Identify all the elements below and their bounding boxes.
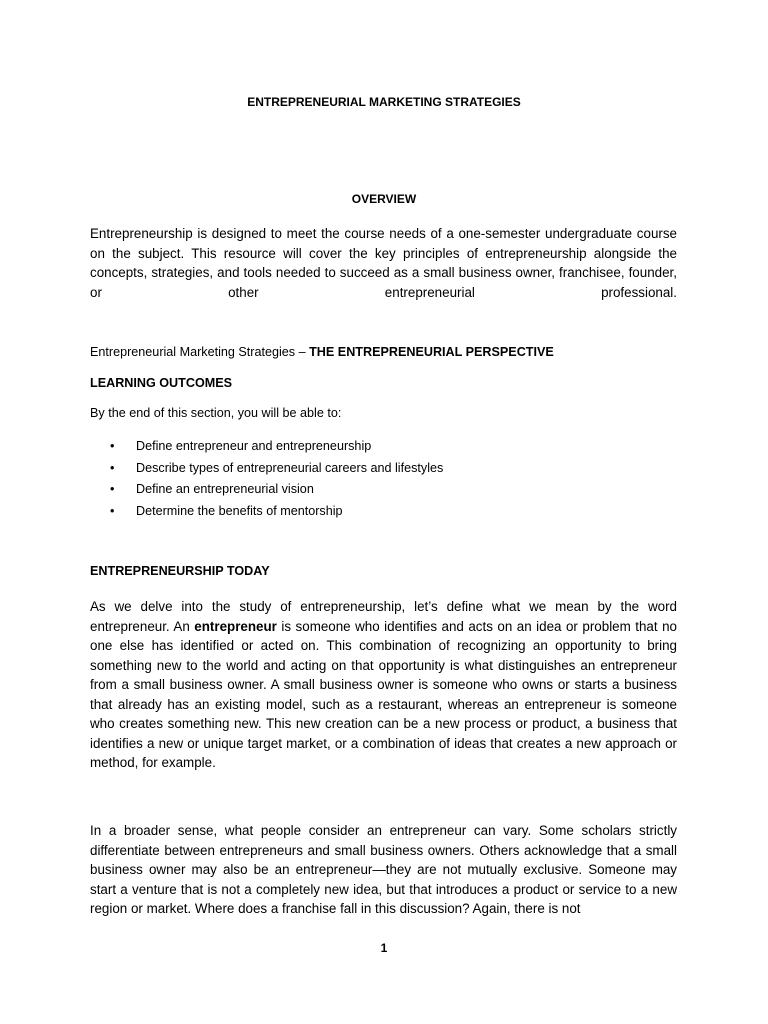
entrepreneurship-today-paragraph-1 [90, 597, 677, 773]
learning-outcomes-intro: By the end of this section, you will be able to: [90, 406, 342, 420]
entrepreneurship-today-paragraph-2: In a broader sense, what people consider an entrepreneur can vary. Some scholars strictly differentiate between entrepreneurs and small business owners. Others acknowledge that a small business owner may also be an entrepreneur—they are not mutually exclusive. Someone may start a venture that is not a completely new idea, but that introduces a product or service to a new region or market. Where does a franchise fall in this discussion? Again, there is not [90, 823, 677, 916]
learning-outcomes-list [110, 436, 443, 522]
list-item [110, 458, 443, 480]
list-item [110, 501, 443, 523]
bullet-icon: • [110, 439, 115, 453]
list-item-text: Determine the benefits of mentorship [136, 503, 343, 518]
bullet-icon: • [110, 482, 115, 496]
entrepreneur-term: entrepreneur [194, 618, 277, 634]
list-item-text: Describe types of entrepreneurial careers and lifestyles [136, 460, 444, 475]
section-heading-caps: THE ENTREPRENEURIAL PERSPECTIVE [309, 345, 554, 359]
section-heading [90, 345, 554, 359]
list-item [110, 436, 443, 458]
overview-heading: OVERVIEW [351, 192, 417, 206]
learning-outcomes-heading: LEARNING OUTCOMES [90, 376, 233, 390]
paragraph-text-start: As we delve into the study of entrepreneurship, let’s define what we mean by the word entrepreneur. An [90, 599, 677, 634]
bullet-icon: • [110, 503, 115, 518]
list-item-text: Define an entrepreneurial vision [136, 482, 314, 496]
list-item [110, 479, 443, 501]
bullet-icon: • [110, 460, 115, 475]
entrepreneurship-today-heading: ENTREPRENEURSHIP TODAY [90, 564, 270, 578]
section-heading-prefix: Entrepreneurial Marketing Strategies – [90, 345, 310, 359]
page-number: 1 [380, 941, 388, 955]
overview-paragraph: Entrepreneurship is designed to meet the course needs of a one-semester undergraduate course on the subject. This resource will cover the key principles of entrepreneurship alongside the concepts, strategies, and tools needed to succeed as a small business owner, franchisee, founder, or other entrepreneurial professional. [90, 226, 677, 300]
paragraph-text-rest: is someone who identifies and acts on an idea or problem that no one else has identified or acted on. This combination of recognizing an opportunity to bring something new to the world and acting on that opportunity is what distinguishes an entrepreneur from a small business owner. A small business owner is someone who owns or starts a business that already has an existing model, such as a restaurant, whereas an entrepreneur is someone who creates something new. This new creation can be a new process or product, a business that identifies a new or unique target market, or a combination of ideas that creates a new approach or method, for example. [90, 618, 677, 770]
list-item-text: Define entrepreneur and entrepreneurship [136, 439, 372, 453]
document-title: ENTREPRENEURIAL MARKETING STRATEGIES [247, 95, 521, 109]
